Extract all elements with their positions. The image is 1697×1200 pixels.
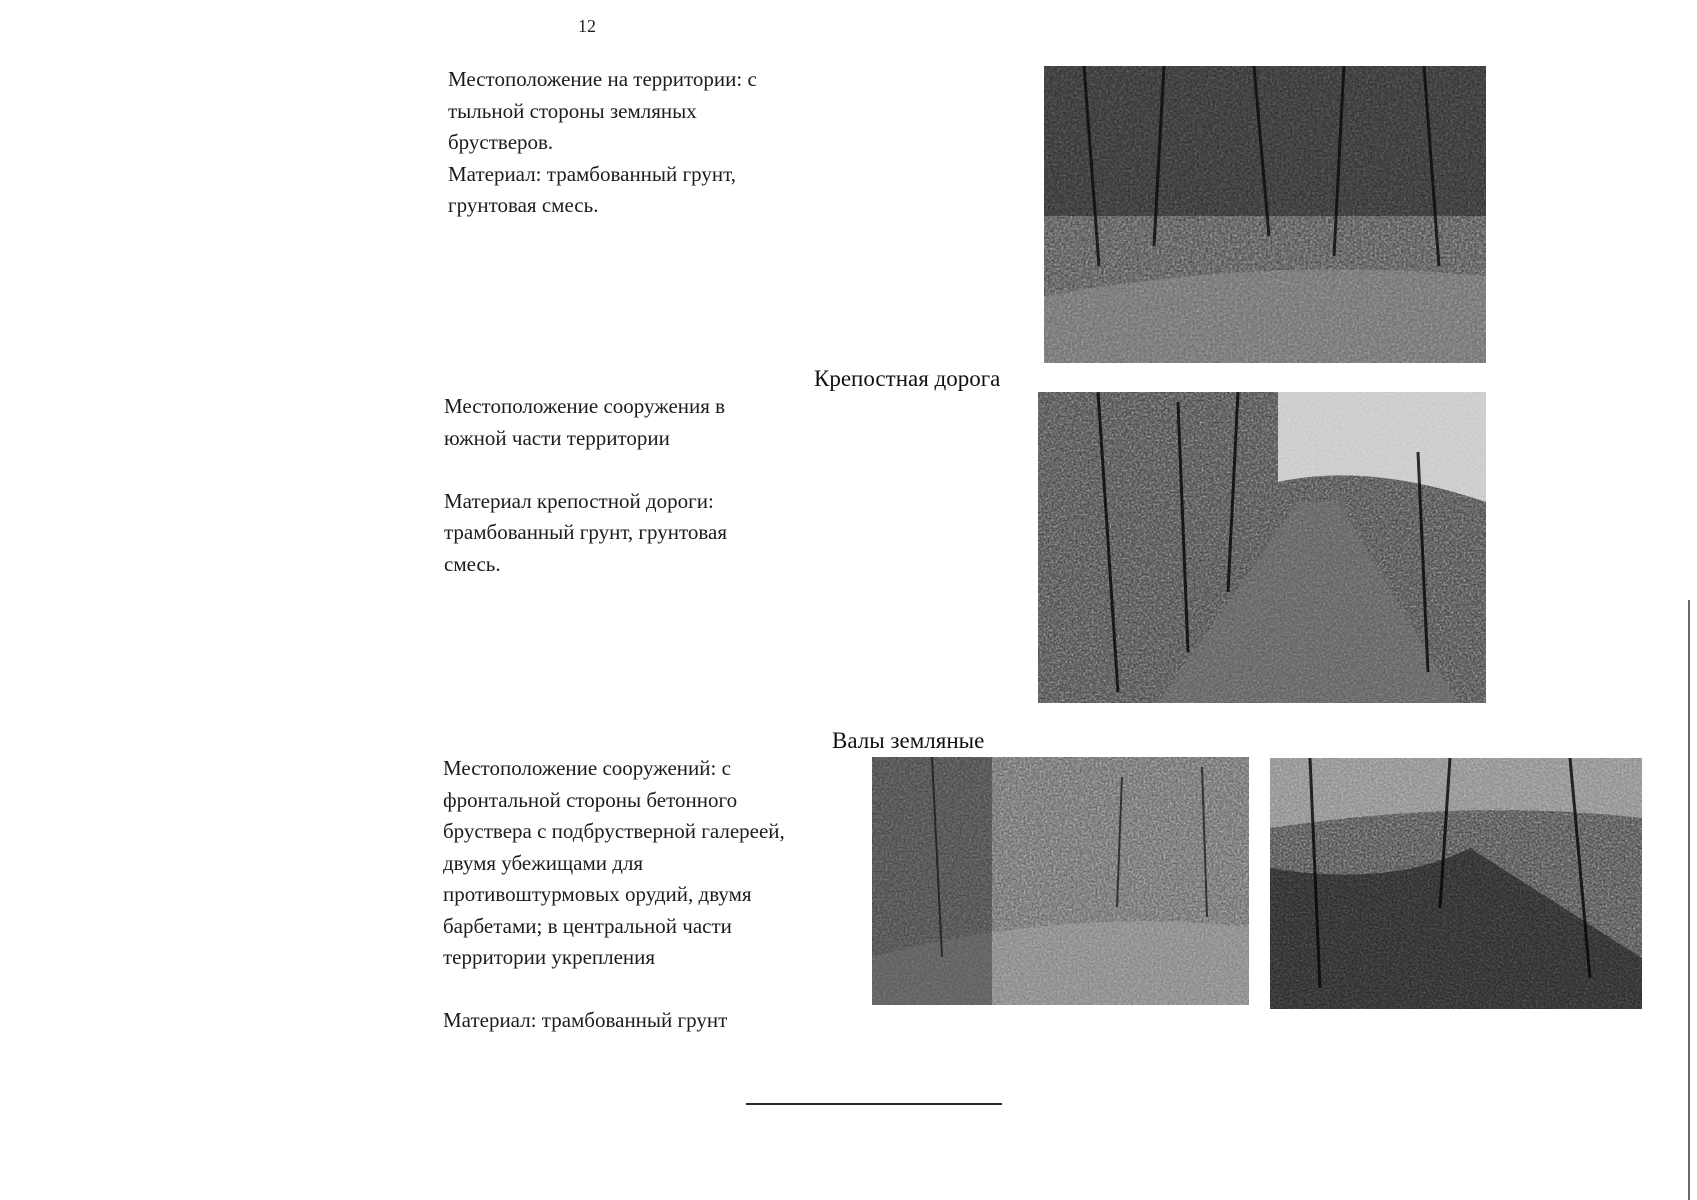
section-3-text: Местоположение сооружений: с фронтальной стороны бетонного бруствера с подбрустверной галереей, двумя убежищами для противоштурмовых орудий, двумя барбетами; в центральной части территории укрепления Материал: трамбованный грунт xyxy=(443,756,785,1032)
photo-earthen-ramparts-1 xyxy=(872,757,1249,1005)
photo-earthen-ramparts-2 xyxy=(1270,758,1642,1009)
section-2-text: Местоположение сооружения в южной части территории Материал крепостной дороги: трамбованный грунт, грунтовая смесь. xyxy=(444,394,728,576)
heading-fortress-road: Крепостная дорога xyxy=(814,366,1001,391)
page-number: 12 xyxy=(578,16,596,36)
page-edge-shadow xyxy=(1688,600,1690,1200)
section-1-text: Местоположение на территории: с тыльной стороны земляных брустверов. Материал: трамбованный грунт, грунтовая смесь. xyxy=(448,67,757,217)
photo-rear-earthworks xyxy=(1044,66,1486,363)
heading-earthen-ramparts: Валы земляные xyxy=(832,728,985,753)
photo-fortress-road xyxy=(1038,392,1486,703)
footer-rule xyxy=(746,1103,1002,1105)
